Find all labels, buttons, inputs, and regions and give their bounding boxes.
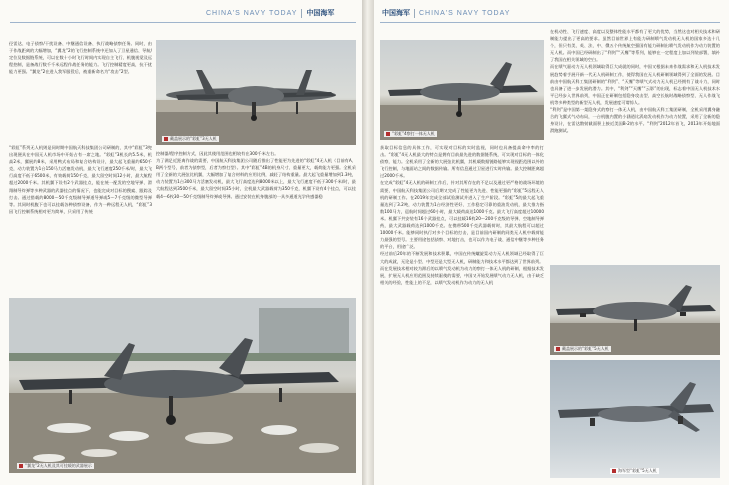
right-col1-text — [380, 144, 544, 480]
paragraph: 而在发展技术相对较为滞后的以喷气发动机为动力的察打一体无人机的研制，根据技术发展，扩展无人机应用范围及持续驱使的需要，中国又开始发展喷气动力无人机，由于缺乏相关的经验，性能上的不足，以喷气发动机作为动力的无人机 — [380, 265, 544, 285]
left-col1-bottom-text — [9, 144, 152, 296]
photo-ch3-drone — [156, 40, 356, 145]
photo-mid-caption: 戴盖展示的“彩虹”5无人机 — [554, 346, 611, 352]
left-col1-top-text — [9, 40, 152, 140]
wingloong2-illustration — [9, 298, 356, 473]
paragraph: 在机动性、飞行速度、高度以及整体性能水平都有了更大的优势，当然这也对相关技术和研制能力提出了更高的要求。虽然目前世界上有能力研制喷气发动机无人机的国家多达十几个，但只有美、英、法、中、俄五个传统航空强国有能力研制出喷气发动机作为动力装置的无人机。而中国已经研制出了“利剑”“天鹰”等系列，能够在一定程度上加以列装部署，填补了我国在相关领域的空白。 — [550, 29, 720, 63]
paragraph: 经过前后20年的不断发展和技术积累，中国在传统螺旋桨动力无人机领域已经取得了巨大的成就，无论是小型、中型还是大型无人机，研制能力和技术水平都达到了世界前列。 — [380, 251, 544, 264]
photo-naval-ch5 — [550, 360, 720, 478]
photo-bottom-caption: “翼龙”2无人机及其可挂载的武器展示 — [17, 463, 94, 469]
paragraph: 为了满足近距离作战的需要，中国航天科技集团公司随后推出了性能更为先进的“彩虹”4无人机（目前有A、B两个型号，前者为侦察型，后者为察打型）。其中“彩虹”4B的机身尺寸、重量更大，载荷能力更强。全机采用了全新的大展弦比机翼，大幅增加了复合材料的应用比例，减轻了结构重量。最大起飞重量增加到1.3吨，动力装置为1台300马力活塞发动机，最大飞行高度达到8000米以上，最大飞行速度不低于300千米/时，最大航程达到3500千米，最大留空时间35小时，全机最大武器载荷为350千克，机翼下设有4个挂点，可以挂载4～6枚30～50千克级制导炸弹或导弹。通过安装在机身腹部的一具多通道光学传感器稳 — [156, 158, 356, 199]
photo-bottom-caption: 海军型“彩虹”5无人机 — [610, 468, 659, 474]
ch5-drone-illustration — [550, 265, 720, 355]
header-right-cn: 中国海军 — [382, 9, 410, 17]
photo-top-caption: “彩虹”4察打一体无人机 — [384, 131, 437, 137]
right-col2-text — [550, 28, 720, 260]
photo-wingloong2 — [9, 298, 356, 473]
ch4-drone-illustration — [380, 40, 544, 140]
ch3-drone-illustration — [156, 40, 356, 145]
left-header — [206, 6, 334, 20]
paragraph: “利剑”是中国第一架隐身式的察打一体无人机，由中国航天科工集团研制，全机采用翼身融合的飞翼式气动布局，一台机腹内置的小涵道比涡扇发动机作为动力装置，采用了全新的隐身设计，在雷达散射截面积上接近美国B-2的水平。“利剑”2012年首飞，2013年开始地面滑跑测试。 — [550, 107, 720, 134]
naval-ch5-illustration — [550, 360, 720, 478]
photo-top-caption: 戴盖展示的“彩虹”3无人机 — [162, 136, 219, 142]
photo-ch5-drone — [550, 265, 720, 355]
paragraph: 在完成“彩虹”4无人机的研制工作后，针对其所存在的不足以及通过更严格的战场环境的需要，中国航天科技集团公司后期又完成了性能更为先进、性能更强的“彩虹”5远程无人机的研制工作。在2019年完成全部试验测试并进入了生产阶段。“彩虹”5的最大起飞重量达到了3.2吨，动力装置为1台经济性更好、工作稳定可靠的重油发动机，最大推力指数100马力，巡航时间超过60小时，最大载荷高达1000千克。最大飞行高度超过10000米。机翼下共安装有16个武器挂点，可以挂载16枚20～200千克级的导弹、空地制导弹药，最大武器载荷达到1000千克。在携带500千克武器载荷时，其最大航程可以超过10000千米。能够同时执行对多个目标的打击，是目前国内研制的同类无人机中载荷能力最强的型号。主要用途包括侦察、对地打击，也可以作为电子战、通信中继等多种任务的平台，用途广泛。 — [380, 180, 544, 250]
header-rule — [380, 22, 720, 23]
paragraph: 而在喷气驱动力无人机领域取得巨大成就的同时，中国又根据未来作战需求和无人机技术发展趋势着手展开新一代无人机研制工作，使得我国在无人机研制领域得到了全面的发展。目前由中国航天科工集团研制的“利剑”、“天鹰”等喷气式动力无人机已经拥有了战斗力，同时也具备了进一步发展的潜力。其中，“利剑”“天鹰”“云影”的出现，标志着中国无人机技术水平已经步入世界前列，中国正在研制包括隐身攻击型、高空长航时战略侦察型、无人作战飞机等多种类型的新型无人机，发展速度可谓惊人。 — [550, 64, 720, 105]
header-left-cn: 中国海军 — [306, 9, 335, 17]
right-header — [382, 6, 510, 20]
header-right-en: CHINA'S NAVY TODAY — [419, 9, 511, 17]
right-page — [374, 0, 729, 485]
left-col2-text — [156, 150, 356, 298]
photo-ch4-drone — [380, 40, 544, 140]
header-separator — [414, 9, 415, 18]
header-rule — [10, 22, 356, 23]
left-page — [0, 0, 362, 485]
paragraph: 获取目标信息的具体工作，可实现对目标的实时监视，同时也具备提高命中率的打击。“彩虹”4无人机最大的特点是拥有目前最先进的数据链系统，可实现对目标的一体化侦察，能力。全机采用了全新的大展弦比机翼，其机载数据链路能够实现视距范围以外的飞行控制，与地面站之间的数据传输。所有信息通过卫星进行实时传输。最大控制距离超过2000千米。 — [380, 145, 544, 179]
paragraph: “彩虹”系列无人机则是同时期中国航天科技集团公司研制的，其中“彩虹”3兜出现便具在中国无人机市场中开始占有一席之地。“彩虹”3机长约5.5米，机高2米，翼展约8米，采用鸭式布局和复合结构设计，最大起飞重量约650千克，动力装置为1台150马力活塞发动机，最大飞行速度250千米/时，最大飞行高度不低于6500米，有效载荷150千克，最大留空时间12小时，最大航程超过2000千米。其机翼下设有2个武器挂点，能在统一配发的空地导弹、滑翔制导炸弹等多种武器的武器挂点的情况下，也能完成对目标的搜索、跟踪及打击。通过搭载约8000～50千克级制导弹道导弹或5～7千克级的微型导弹等。其同时机腹下也可以挂载各种侦察设备，作为一种远程无人机，“彩虹”3因飞行控制系统相对更为简单，只采用了传统 — [9, 145, 152, 214]
paragraph: 径雷达、电子侦察/干扰设备、中继通信设备、执行战略侦察任务。同时，由于作战距离的大幅增加，“翼龙”2的飞行控制系统中还加入了卫星通信、导航/定位及数据链系统，可以在数十小时飞行时间内实现自主飞行、机腹视觉及远程控制，是备战行数千千米远程作战任务的能力。飞行控制精度更高，抗干扰能力更强。“翼龙”2在进入我军服役后，被重新命名为“攻击”2型。 — [9, 41, 152, 75]
book-gutter — [362, 0, 374, 485]
header-separator — [301, 9, 302, 18]
header-left-en: CHINA'S NAVY TODAY — [206, 9, 298, 17]
paragraph: 控制器/程序控制方式，因此其使用范围也相较有在300千米左右。 — [156, 151, 279, 156]
